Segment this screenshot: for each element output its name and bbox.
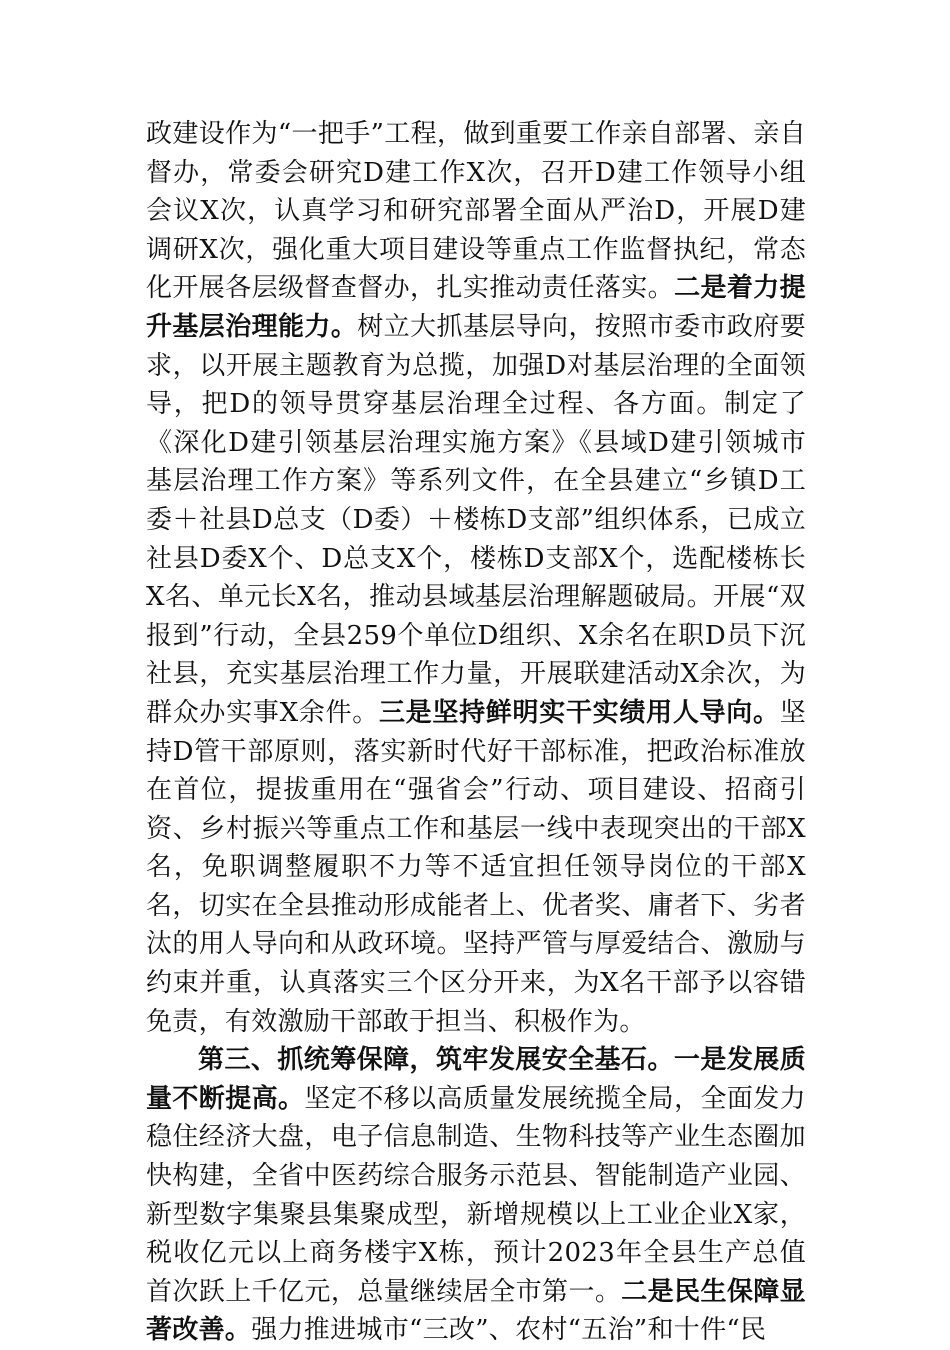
paragraph-coordination-security — [146, 1041, 806, 1350]
text-segment: 强力推进城市“三改”、农村“五治”和十件“民 — [251, 1315, 767, 1346]
text-segment: 政建设作为“一把手”工程，做到重要工作亲自部署、亲自督办，常委会研究D建工作X次，召开D建工作领导小组会议X次，认真学习和研究部署全面从严治D，开展D建调研X次，强化重大项目建设等重点工作监督执纪，常态化开展各层级督查督办，扎实推动责任落实。 — [146, 119, 806, 304]
subheading-livelihood: 二是民生保障显著改善。 — [146, 1276, 806, 1346]
subheading-grassroots-governance: 二是着力提升基层治理能力。 — [146, 273, 806, 342]
section-heading-third: 第三、抓统筹保障，筑牢发展安全基石。一是发展质量不断提高。 — [146, 1045, 806, 1114]
document-body — [146, 115, 806, 1350]
text-segment: 坚定不移以高质量发展统揽全局，全面发力稳住经济大盘，电子信息制造、生物科技等产业生态圈加快构建，全省中医药综合服务示范县、智能制造产业园、新型数字集聚县集聚成型，新增规模以上工业企业X家，税收亿元以上商务楼宇X栋，预计2023年全县生产总值首次跃上千亿元，总量继续居全市第一。 — [146, 1083, 806, 1307]
paragraph-party-building — [146, 115, 806, 1041]
text-segment: 树立大抓基层导向，按照市委市政府要求，以开展主题教育为总揽，加强D对基层治理的全面领导，把D的领导贯穿基层治理全过程、各方面。制定了《深化D建引领基层治理实施方案》《县域D建引领城市基层治理工作方案》等系列文件，在全县建立“乡镇D工委＋社县D总支（D委）＋楼栋D支部”组织体系，已成立社县D委X个、D总支X个，楼栋D支部X个，选配楼栋长X名、单元长X名，推动县域基层治理解题破局。开展“双报到”行动，全县259个单位D组织、X余名在职D员下沉社县，充实基层治理工作力量，开展联建活动X余次，为群众办实事X余件。 — [146, 311, 806, 728]
subheading-personnel-orientation: 三是坚持鲜明实干实绩用人导向。 — [378, 697, 780, 728]
text-segment: 坚持D管干部原则，落实新时代好干部标准，把政治标准放在首位，提拔重用在“强省会”行动、项目建设、招商引资、乡村振兴等重点工作和基层一线中表现突出的干部X名，免职调整履职不力等不适宜担任领导岗位的干部X名，切实在全县推动形成能者上、优者奖、庸者下、劣者汰的用人导向和从政环境。坚持严管与厚爱结合、激励与约束并重，认真落实三个区分开来，为X名干部予以容错免责，有效激励干部敢于担当、积极作为。 — [146, 697, 806, 1037]
